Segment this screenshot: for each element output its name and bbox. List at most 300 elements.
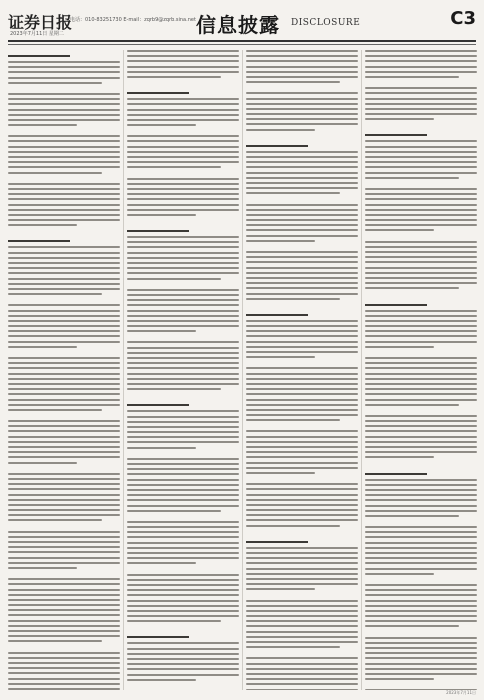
header-rule-thin <box>8 44 476 45</box>
text-line <box>127 76 221 78</box>
paragraph-gap <box>127 393 239 399</box>
text-line <box>246 641 358 643</box>
paragraph-gap <box>127 81 239 87</box>
text-line <box>127 119 239 121</box>
text-line <box>127 214 196 216</box>
text-line <box>127 188 239 190</box>
text-line <box>365 224 477 226</box>
paragraph-gap <box>365 123 477 129</box>
text-line <box>127 542 239 544</box>
text-line <box>127 484 239 486</box>
text-line <box>246 414 358 416</box>
text-line <box>8 519 102 521</box>
text-line <box>8 662 120 664</box>
text-line <box>8 562 120 564</box>
text-line <box>127 378 239 380</box>
text-line <box>246 66 358 68</box>
text-line <box>365 456 434 458</box>
text-line <box>365 600 477 602</box>
text-line <box>8 367 120 369</box>
text-line <box>365 66 477 68</box>
text-line <box>365 425 477 427</box>
text-line <box>246 103 358 105</box>
text-line <box>8 630 120 632</box>
text-line <box>365 198 477 200</box>
text-line <box>365 441 477 443</box>
text-line <box>8 373 120 375</box>
text-line <box>8 567 77 569</box>
text-line <box>246 519 358 521</box>
text-line <box>127 367 239 369</box>
text-line <box>8 82 102 84</box>
text-line <box>365 605 477 607</box>
text-line <box>127 373 239 375</box>
text-line <box>127 183 239 185</box>
text-line <box>8 262 120 264</box>
paragraph-gap <box>127 172 239 178</box>
text-line <box>8 61 120 63</box>
text-line <box>8 124 77 126</box>
text-line <box>8 114 120 116</box>
text-line <box>8 557 120 559</box>
subheading-line <box>365 473 427 475</box>
text-line <box>365 146 477 148</box>
text-line <box>8 652 120 654</box>
text-line <box>246 123 358 125</box>
text-line <box>365 568 477 570</box>
text-line <box>8 246 120 248</box>
text-line <box>365 399 477 401</box>
text-line <box>8 293 102 295</box>
text-line <box>246 219 358 221</box>
text-line <box>8 509 120 511</box>
text-line <box>8 462 77 464</box>
column-divider <box>123 50 124 690</box>
text-line <box>127 357 239 359</box>
text-line <box>8 198 120 200</box>
text-line <box>246 678 358 680</box>
text-line <box>365 531 477 533</box>
column-divider <box>361 50 362 690</box>
text-line <box>365 87 477 89</box>
text-line <box>127 642 239 644</box>
text-line <box>365 430 477 432</box>
text-line <box>365 282 477 284</box>
text-line <box>246 588 315 590</box>
text-line <box>127 151 239 153</box>
text-line <box>246 409 358 411</box>
text-line <box>246 240 315 242</box>
text-line <box>365 510 477 512</box>
text-line <box>246 378 358 380</box>
text-line <box>246 419 340 421</box>
text-line <box>365 161 477 163</box>
text-line <box>8 161 120 163</box>
text-line <box>8 135 120 137</box>
text-line <box>246 108 358 110</box>
text-line <box>365 642 477 644</box>
text-line <box>8 504 120 506</box>
paragraph-gap <box>365 293 477 299</box>
text-line <box>365 625 459 627</box>
text-line <box>8 267 120 269</box>
text-line <box>246 668 358 670</box>
text-line <box>246 436 358 438</box>
text-line <box>246 456 358 458</box>
text-line <box>365 663 477 665</box>
text-line <box>127 463 239 465</box>
text-line <box>127 299 239 301</box>
article-columns <box>8 50 476 690</box>
text-line <box>365 367 477 369</box>
text-line <box>246 557 358 559</box>
text-line <box>8 341 120 343</box>
text-column-3 <box>246 50 358 690</box>
paragraph-gap <box>8 525 120 531</box>
text-line <box>246 393 358 395</box>
text-line <box>246 351 358 353</box>
text-line <box>127 421 239 423</box>
text-line <box>127 383 239 385</box>
text-line <box>127 674 239 676</box>
text-line <box>246 657 358 659</box>
text-line <box>8 609 120 611</box>
text-line <box>8 383 120 385</box>
text-line <box>8 625 120 627</box>
text-line <box>246 600 358 602</box>
text-line <box>8 209 120 211</box>
text-line <box>365 166 477 168</box>
text-line <box>246 610 358 612</box>
text-line <box>246 214 358 216</box>
text-line <box>365 637 477 639</box>
text-line <box>127 341 239 343</box>
text-line <box>246 525 340 527</box>
text-line <box>127 574 239 576</box>
text-line <box>127 441 239 443</box>
text-line <box>246 118 358 120</box>
text-line <box>246 192 340 194</box>
text-line <box>8 683 120 685</box>
text-line <box>246 229 358 231</box>
text-line <box>8 288 120 290</box>
text-line <box>8 499 120 501</box>
text-line <box>127 458 239 460</box>
text-line <box>365 393 477 395</box>
text-line <box>8 583 120 585</box>
paragraph-gap <box>127 515 239 521</box>
text-line <box>365 103 477 105</box>
newspaper-logo: 证券日报 <box>8 13 73 32</box>
text-line <box>8 657 120 659</box>
text-line <box>127 156 239 158</box>
text-line <box>365 113 477 115</box>
text-line <box>8 304 120 306</box>
text-line <box>365 209 477 211</box>
text-line <box>246 568 358 570</box>
text-line <box>365 594 477 596</box>
text-line <box>246 383 358 385</box>
text-line <box>365 346 434 348</box>
text-line <box>127 605 239 607</box>
text-line <box>246 209 358 211</box>
text-line <box>8 362 120 364</box>
text-line <box>365 657 477 659</box>
paragraph-gap <box>365 631 477 637</box>
text-line <box>365 673 477 675</box>
section-subtitle: DISCLOSURE <box>291 18 361 28</box>
text-line <box>365 499 477 501</box>
text-line <box>246 620 358 622</box>
text-line <box>246 499 358 501</box>
text-line <box>127 66 239 68</box>
text-line <box>246 547 358 549</box>
text-line <box>246 256 358 258</box>
text-line <box>246 367 358 369</box>
subheading-line <box>127 636 189 638</box>
text-line <box>8 66 120 68</box>
text-line <box>365 415 477 417</box>
text-column-2 <box>127 50 239 690</box>
text-line <box>8 441 120 443</box>
text-line <box>246 483 358 485</box>
paragraph-gap <box>365 409 477 415</box>
text-column-1 <box>8 50 120 690</box>
text-line <box>365 92 477 94</box>
text-line <box>246 646 340 648</box>
text-line <box>246 98 358 100</box>
text-line <box>246 346 358 348</box>
text-line <box>127 668 239 670</box>
text-line <box>365 251 477 253</box>
text-line <box>8 531 120 533</box>
text-line <box>246 113 358 115</box>
text-line <box>365 261 477 263</box>
text-line <box>365 378 477 380</box>
text-line <box>8 193 120 195</box>
text-line <box>246 277 358 279</box>
text-line <box>127 161 239 163</box>
text-line <box>365 50 477 52</box>
text-line <box>127 431 239 433</box>
text-line <box>127 552 239 554</box>
text-line <box>365 172 477 174</box>
text-line <box>8 599 120 601</box>
text-line <box>127 505 239 507</box>
text-line <box>8 483 120 485</box>
text-line <box>8 430 120 432</box>
text-line <box>8 188 120 190</box>
text-line <box>365 573 434 575</box>
subheading-line <box>246 314 308 316</box>
text-line <box>365 310 477 312</box>
text-line <box>127 620 221 622</box>
text-line <box>127 362 239 364</box>
text-line <box>365 256 477 258</box>
text-line <box>8 146 120 148</box>
text-line <box>127 468 239 470</box>
text-line <box>8 166 120 168</box>
paragraph-gap <box>365 462 477 468</box>
text-line <box>365 526 477 528</box>
text-line <box>365 536 477 538</box>
text-line <box>365 647 477 649</box>
text-line <box>127 426 239 428</box>
text-line <box>365 404 459 406</box>
text-line <box>8 678 120 680</box>
text-line <box>8 93 120 95</box>
text-line <box>127 109 239 111</box>
text-line <box>246 583 358 585</box>
text-line <box>365 341 477 343</box>
text-line <box>127 103 239 105</box>
text-line <box>127 257 239 259</box>
text-line <box>8 388 120 390</box>
text-line <box>365 547 477 549</box>
text-line <box>8 514 120 516</box>
text-line <box>127 135 239 137</box>
text-line <box>8 346 77 348</box>
contact-line: 电话：010-83251730 E-mail：zqrb9@zqrb.sina.net <box>70 17 196 23</box>
text-line <box>127 510 221 512</box>
text-line <box>246 388 358 390</box>
text-line <box>8 330 120 332</box>
text-line <box>8 357 120 359</box>
text-line <box>246 182 358 184</box>
text-line <box>365 451 477 453</box>
subheading-line <box>127 404 189 406</box>
text-line <box>8 103 120 105</box>
subheading-line <box>127 92 189 94</box>
text-line <box>127 71 239 73</box>
text-line <box>246 399 358 401</box>
text-line <box>8 478 120 480</box>
text-line <box>365 140 477 142</box>
paragraph-gap <box>246 198 358 204</box>
text-line <box>127 658 239 660</box>
text-line <box>365 479 477 481</box>
text-line <box>8 77 120 79</box>
text-line <box>365 267 477 269</box>
text-line <box>8 393 120 395</box>
text-column-4 <box>365 50 477 690</box>
text-line <box>365 219 477 221</box>
text-line <box>8 315 120 317</box>
text-line <box>127 278 221 280</box>
text-line <box>127 557 239 559</box>
text-line <box>8 640 102 642</box>
page-number: C3 <box>450 8 476 29</box>
text-line <box>127 489 239 491</box>
text-line <box>127 252 239 254</box>
text-line <box>127 648 239 650</box>
text-line <box>365 552 477 554</box>
text-line <box>246 298 340 300</box>
paragraph-gap <box>8 177 120 183</box>
text-line <box>365 668 477 670</box>
text-line <box>127 499 239 501</box>
text-line <box>246 151 358 153</box>
text-line <box>8 456 120 458</box>
section-title: 信息披露 <box>196 13 280 37</box>
text-line <box>246 509 358 511</box>
text-line <box>127 610 239 612</box>
text-line <box>365 60 477 62</box>
text-line <box>127 589 239 591</box>
text-line <box>246 166 358 168</box>
text-line <box>365 589 477 591</box>
text-line <box>246 472 315 474</box>
subheading-line <box>8 240 70 242</box>
text-line <box>127 521 239 523</box>
text-line <box>365 315 477 317</box>
text-line <box>127 653 239 655</box>
text-line <box>365 272 477 274</box>
text-line <box>246 462 358 464</box>
text-line <box>365 615 477 617</box>
text-line <box>246 50 358 52</box>
text-line <box>246 625 358 627</box>
text-line <box>246 689 358 691</box>
text-line <box>246 172 358 174</box>
text-line <box>246 156 358 158</box>
issue-date: 2023年7月11日 星期二 <box>10 31 64 37</box>
footer-date: 2023年7月11日 <box>446 690 476 695</box>
text-line <box>127 410 239 412</box>
text-line <box>8 219 120 221</box>
text-line <box>246 60 358 62</box>
text-line <box>365 373 477 375</box>
text-line <box>246 204 358 206</box>
text-line <box>127 114 239 116</box>
paragraph-gap <box>127 452 239 458</box>
text-line <box>246 356 315 358</box>
text-line <box>246 578 358 580</box>
text-line <box>127 289 239 291</box>
text-line <box>365 515 459 517</box>
paragraph-gap <box>246 594 358 600</box>
text-line <box>365 494 477 496</box>
text-line <box>246 177 358 179</box>
text-line <box>8 257 120 259</box>
text-line <box>365 436 477 438</box>
text-line <box>246 467 358 469</box>
text-line <box>8 310 120 312</box>
text-line <box>246 673 358 675</box>
text-line <box>8 409 102 411</box>
text-line <box>365 357 477 359</box>
text-line <box>365 562 477 564</box>
text-line <box>8 325 120 327</box>
column-divider <box>242 50 243 690</box>
text-line <box>8 620 120 622</box>
text-line <box>246 341 358 343</box>
text-line <box>246 683 358 685</box>
text-line <box>365 229 434 231</box>
text-line <box>246 615 358 617</box>
text-line <box>8 214 120 216</box>
text-line <box>127 236 239 238</box>
text-line <box>246 76 358 78</box>
text-line <box>127 272 239 274</box>
text-line <box>246 631 358 633</box>
text-line <box>246 293 358 295</box>
paragraph-gap <box>127 568 239 574</box>
text-line <box>246 441 358 443</box>
text-line <box>127 320 239 322</box>
text-line <box>127 246 239 248</box>
text-line <box>127 615 239 617</box>
